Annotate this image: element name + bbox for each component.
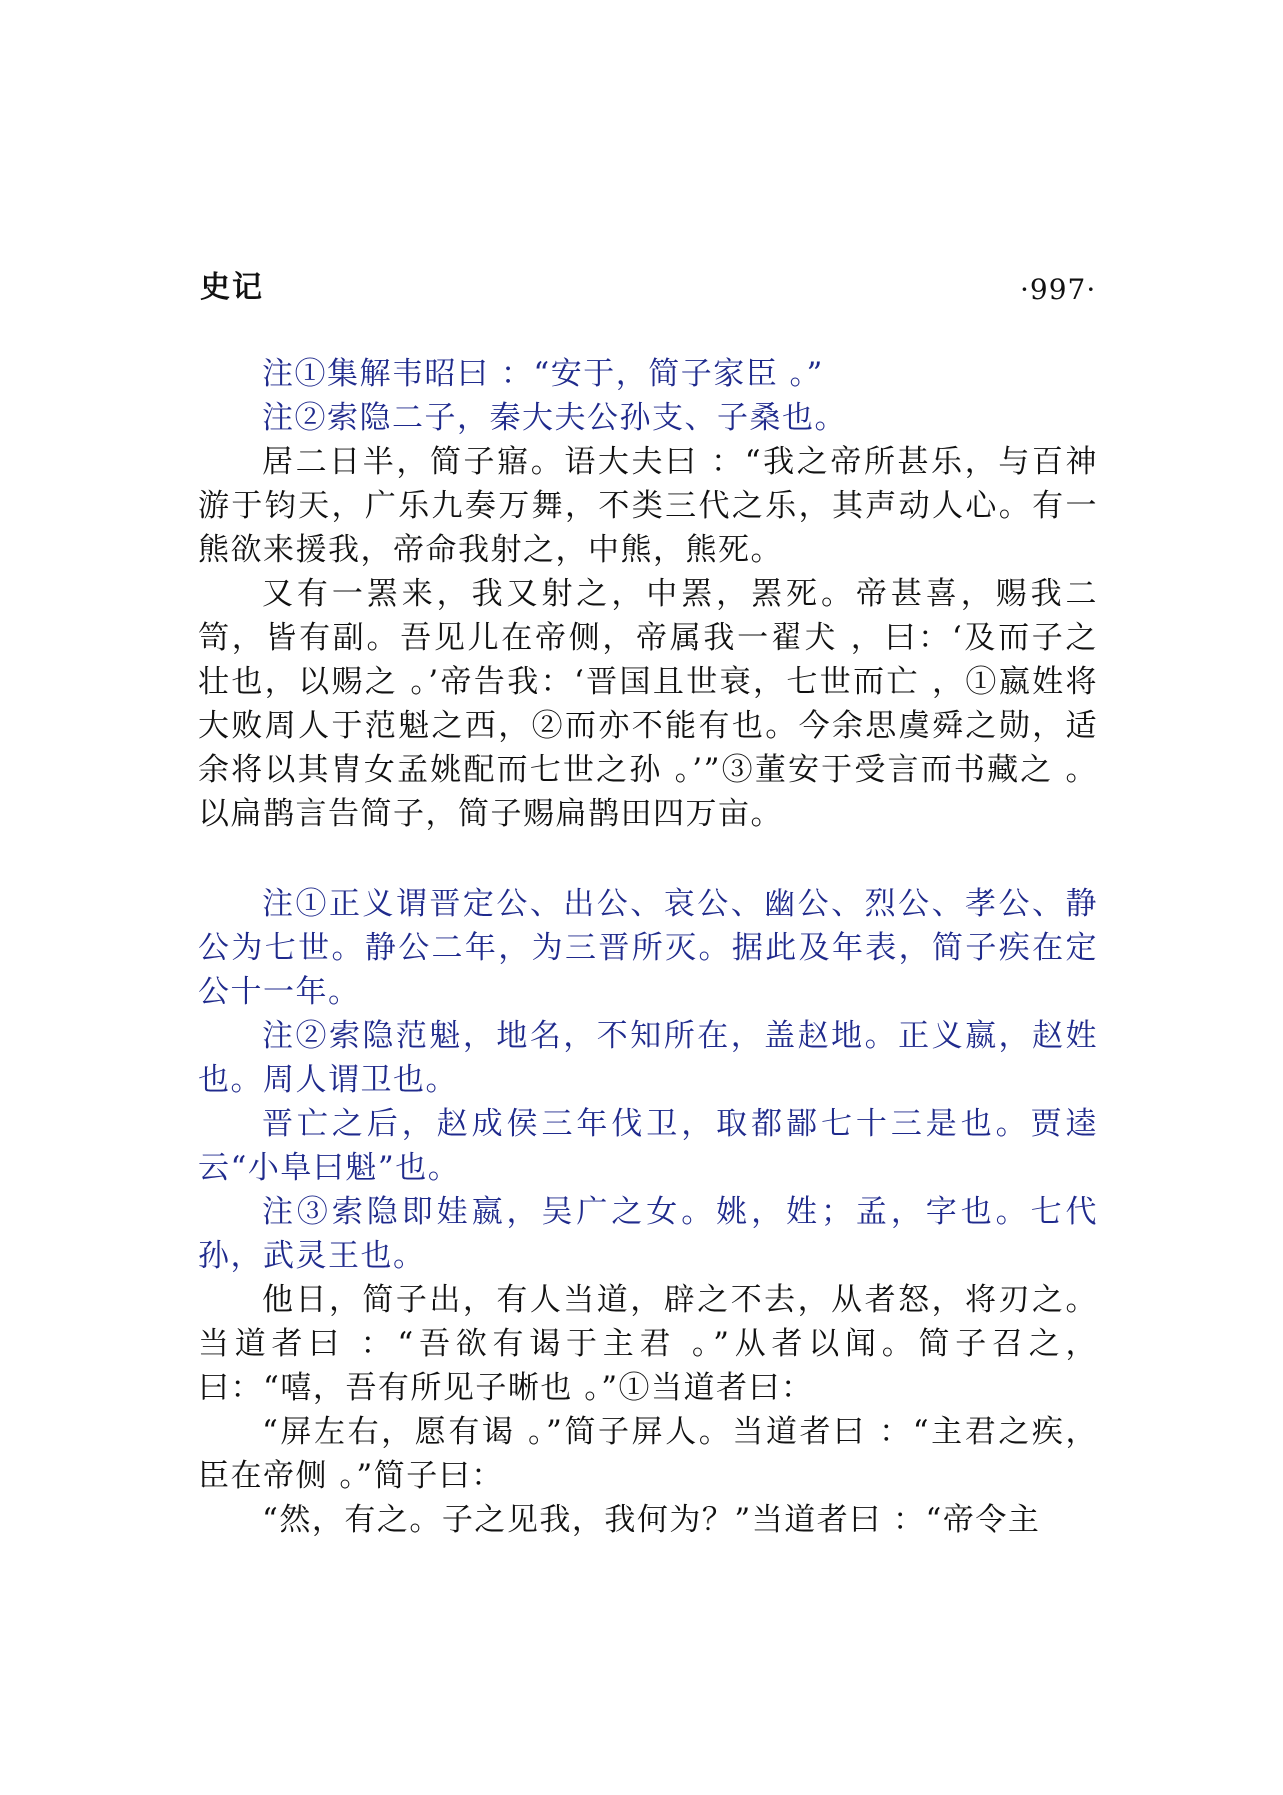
- annotation-paragraph: 注②索隐范魁，地名，不知所在，盖赵地。正义嬴，赵姓也。周人谓卫也。: [198, 1018, 1098, 1098]
- annotation-paragraph: 注②索隐二子，秦大夫公孙支、子桑也。: [262, 400, 847, 436]
- annotation-paragraph: 注③索隐即娃嬴，吴广之女。姚，姓；孟，字也。七代孙，武灵王也。: [198, 1194, 1098, 1274]
- body-paragraph: “屏左右，愿有谒 。”简子屏人。当道者曰 ：“主君之疾，臣在帝侧 。”简子曰：: [198, 1414, 1098, 1494]
- annotation-paragraph: 晋亡之后，赵成侯三年伐卫，取都鄙七十三是也。贾逵云“小阜曰魁”也。: [198, 1106, 1098, 1186]
- body-paragraph: 他日，简子出，有人当道，辟之不去，从者怒，将刃之。当道者曰 ：“吾欲有谒于主君 。”从者以闻。简子召之，曰：“嘻，吾有所见子晰也 。”①当道者曰：: [198, 1282, 1098, 1406]
- annotation-paragraph: 注①集解韦昭曰 ：“安于，简子家臣 。”: [262, 356, 824, 392]
- body-paragraph: 又有一罴来，我又射之，中罴，罴死。帝甚喜，赐我二笥，皆有副。吾见儿在帝侧，帝属我一翟犬 ，曰：‘及而子之壮也，以赐之 。’帝告我：‘晋国且世衰，七世而亡 ，①嬴姓将大败周人于范魁之西，②而亦不能有也。今余思虞舜之勋，适余将以其胄女孟姚配而七世之孙 。’”③董安于受言而书藏之 。以扁鹊言告简子，简子赐扁鹊田四万亩。: [198, 576, 1098, 832]
- book-title: 史记: [200, 270, 264, 305]
- body-paragraph: “然，有之。子之见我，我何为？”当道者曰 ：“帝令主: [262, 1502, 1041, 1538]
- page-number: ·997·: [1020, 273, 1097, 306]
- main-text: [198, 352, 1098, 1542]
- annotation-paragraph: 注①正义谓晋定公、出公、哀公、幽公、烈公、孝公、静公为七世。静公二年，为三晋所灭。据此及年表，简子疾在定公十一年。: [198, 886, 1098, 1010]
- paragraph-spacer: [198, 836, 1098, 882]
- body-paragraph: 居二日半，简子寤。语大夫曰 ：“我之帝所甚乐，与百神游于钧天，广乐九奏万舞，不类三代之乐，其声动人心。有一熊欲来援我，帝命我射之，中熊，熊死。: [198, 444, 1098, 568]
